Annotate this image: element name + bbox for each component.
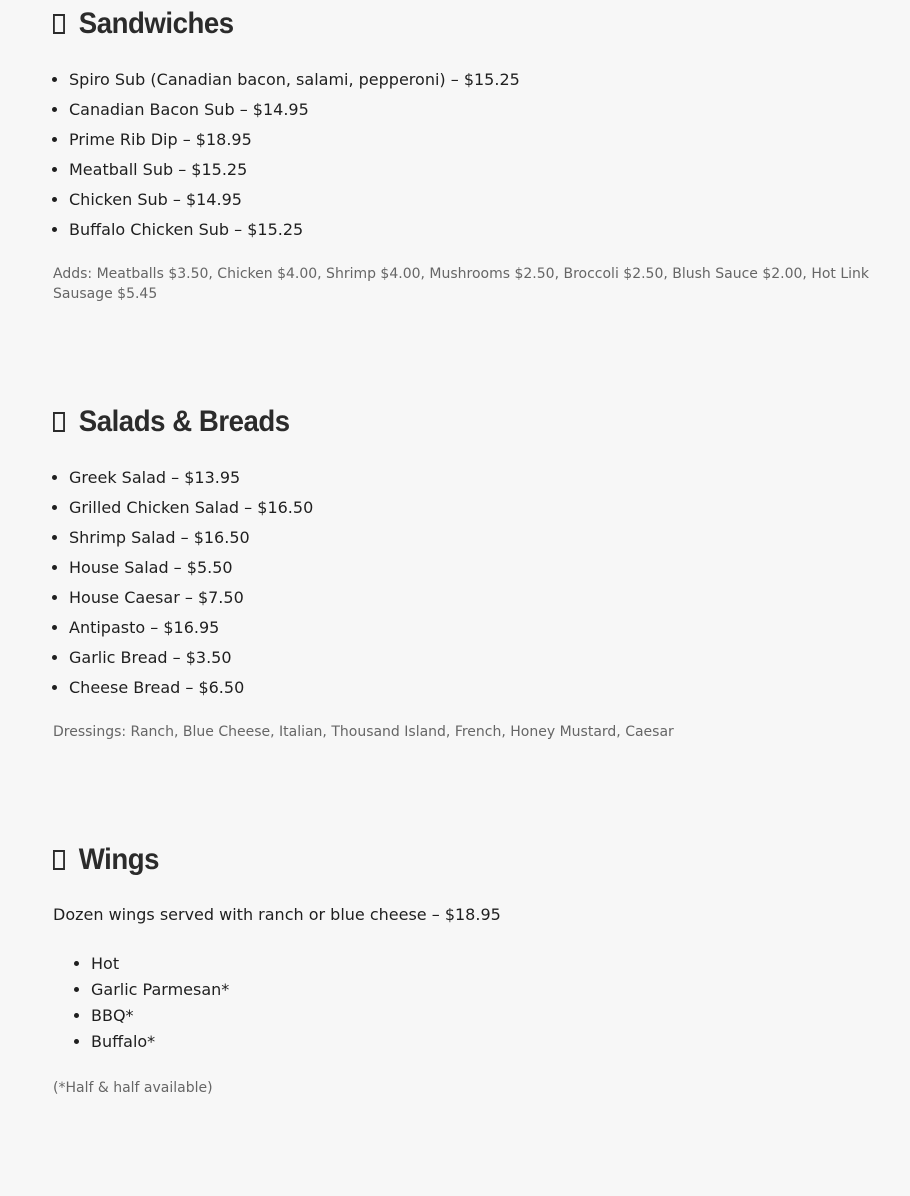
- list-item: • House Caesar – $7.50: [69, 583, 883, 613]
- list-item: • Cheese Bread – $6.50: [69, 673, 883, 703]
- list-item: • Canadian Bacon Sub – $14.95: [69, 95, 883, 125]
- wings-flavor-list: [53, 951, 883, 1055]
- salads-dressings-note: Dressings: Ranch, Blue Cheese, Italian, Thousand Island, French, Honey Mustard, Caesar: [53, 724, 674, 740]
- list-item: • Buffalo*: [91, 1029, 883, 1055]
- sandwiches-section: [53, 4, 883, 304]
- list-item: • Shrimp Salad – $16.50: [69, 523, 883, 553]
- salads-section: [53, 402, 883, 742]
- salads-heading: [53, 402, 817, 442]
- salads-list: [53, 463, 883, 703]
- list-item: • Chicken Sub – $14.95: [69, 185, 883, 215]
- sandwiches-list: [53, 65, 883, 245]
- list-item: • Hot: [91, 951, 883, 977]
- wings-heading: [53, 840, 817, 880]
- wings-title: Wings: [78, 843, 160, 876]
- list-item: • BBQ*: [91, 1003, 883, 1029]
- list-item: • Meatball Sub – $15.25: [69, 155, 883, 185]
- list-item: • Grilled Chicken Salad – $16.50: [69, 493, 883, 523]
- list-item: • Antipasto – $16.95: [69, 613, 883, 643]
- wings-half-note: (*Half & half available): [53, 1080, 213, 1096]
- wings-icon: [53, 850, 65, 870]
- wings-section: [53, 840, 883, 1098]
- list-item: • Garlic Parmesan*: [91, 977, 883, 1003]
- sandwich-icon: [53, 14, 65, 34]
- list-item: • Buffalo Chicken Sub – $15.25: [69, 215, 883, 245]
- list-item: • Greek Salad – $13.95: [69, 463, 883, 493]
- list-item: • Spiro Sub (Canadian bacon, salami, pepperoni) – $15.25: [69, 65, 883, 95]
- list-item: • Prime Rib Dip – $18.95: [69, 125, 883, 155]
- salads-title: Salads & Breads: [78, 405, 290, 438]
- sandwiches-adds-note: Adds: Meatballs $3.50, Chicken $4.00, Shrimp $4.00, Mushrooms $2.50, Broccoli $2.50, Blush Sauce $2.00, Hot Link Sausage $5.45: [53, 266, 870, 302]
- wings-intro: Dozen wings served with ranch or blue cheese – $18.95: [53, 905, 501, 924]
- sandwiches-title: Sandwiches: [78, 7, 234, 40]
- list-item: • Garlic Bread – $3.50: [69, 643, 883, 673]
- salad-icon: [53, 412, 65, 432]
- list-item: • House Salad – $5.50: [69, 553, 883, 583]
- sandwiches-heading: [53, 4, 817, 44]
